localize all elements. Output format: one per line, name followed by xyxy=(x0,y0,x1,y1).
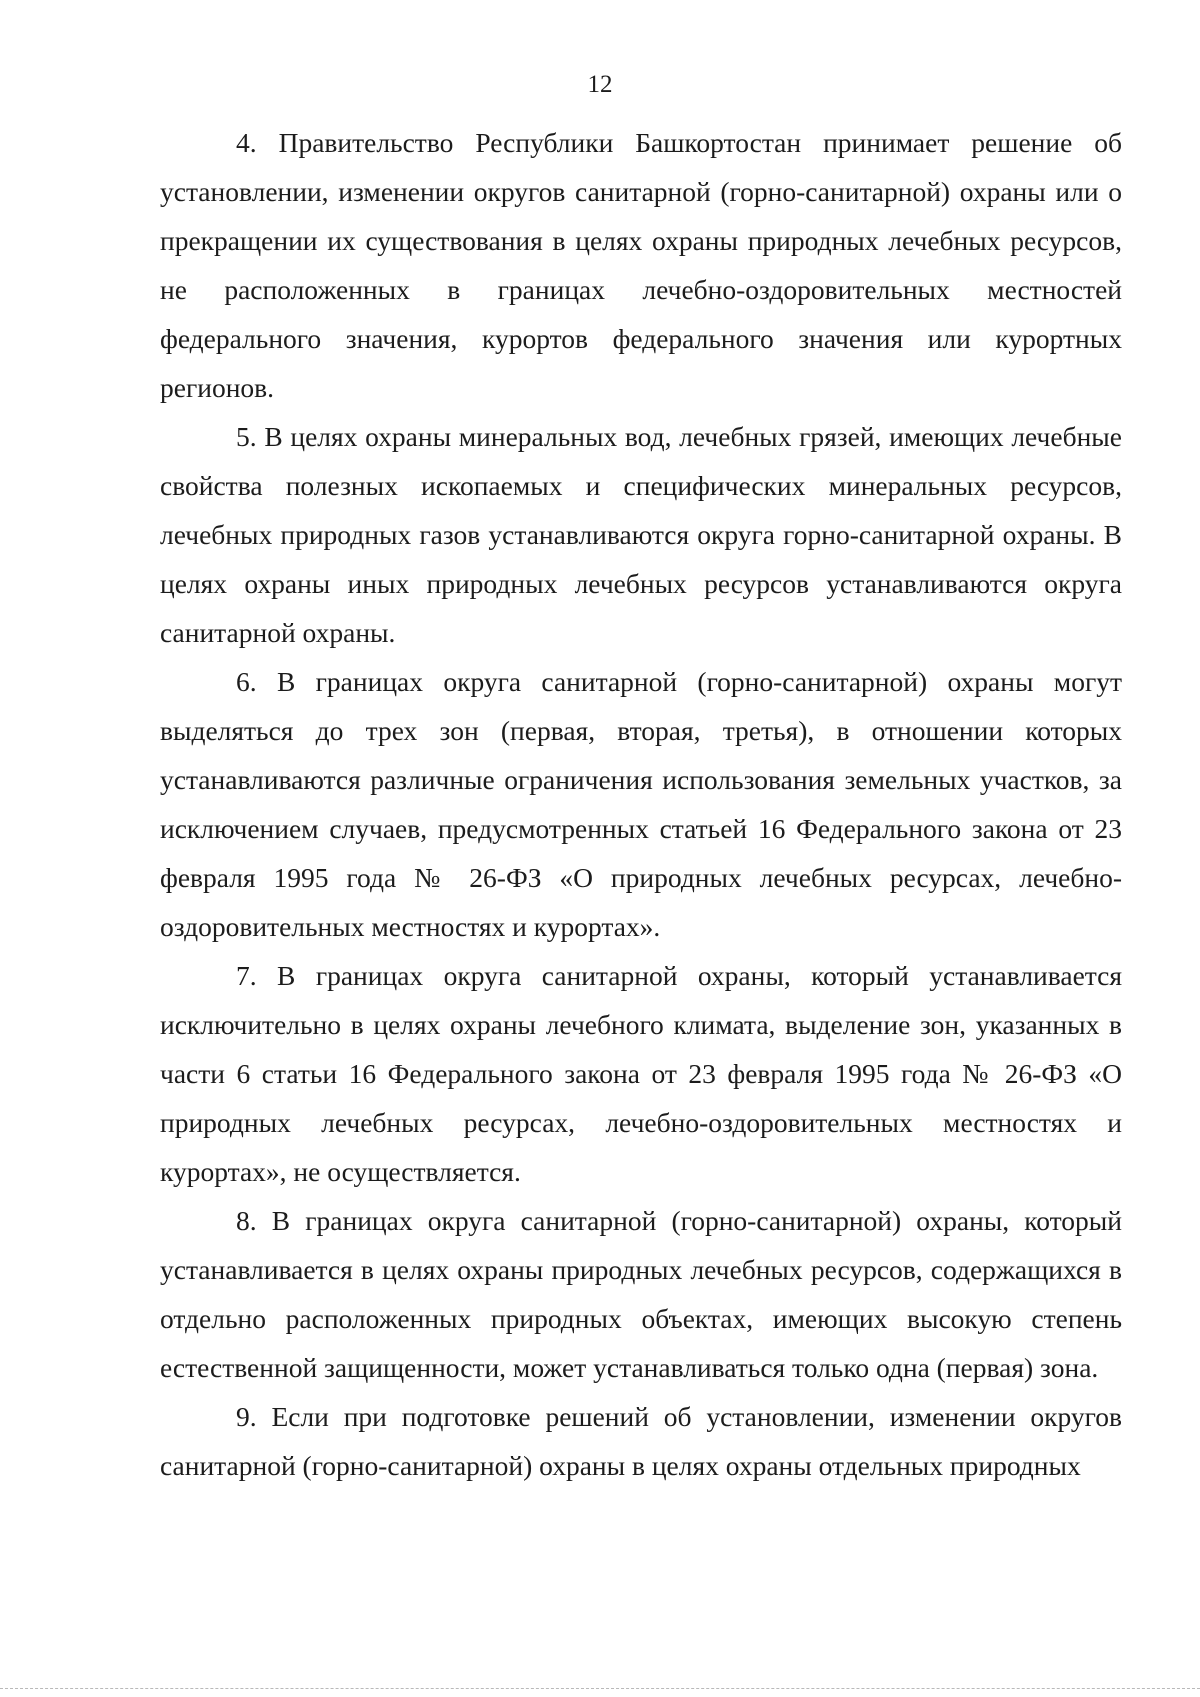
scan-bottom-edge xyxy=(0,1688,1200,1689)
page-number: 12 xyxy=(587,71,613,98)
paragraph-7: 7. В границах округа санитарной охраны, который устанавливается исключительно в целях охраны лечебного климата, выделение зон, указанных в части 6 статьи 16 Федерального закона от 23 февраля 1995 года № 26-ФЗ «О природных лечебных ресурсах, лечебно-оздоровительных местностях и курортах», не осуществляется. xyxy=(160,960,1122,1187)
document-body xyxy=(160,118,1122,1490)
paragraph-5: 5. В целях охраны минеральных вод, лечебных грязей, имеющих лечебные свойства полезных ископаемых и специфических минеральных ресурсов, лечебных природных газов устанавливаются округа горно-санитарной охраны. В целях охраны иных природных лечебных ресурсов устанавливаются округа санитарной охраны. xyxy=(160,421,1122,648)
paragraph-8: 8. В границах округа санитарной (горно-санитарной) охраны, который устанавливается в целях охраны природных лечебных ресурсов, содержащихся в отдельно расположенных природных объектах, имеющих высокую степень естественной защищенности, может устанавливаться только одна (первая) зона. xyxy=(160,1205,1122,1383)
paragraph-6: 6. В границах округа санитарной (горно-санитарной) охраны могут выделяться до трех зон (первая, вторая, третья), в отношении которых устанавливаются различные ограничения использования земельных участков, за исключением случаев, предусмотренных статьей 16 Федерального закона от 23 февраля 1995 года № 26-ФЗ «О природных лечебных ресурсах, лечебно-оздоровительных местностях и курортах». xyxy=(160,666,1122,942)
paragraph-9: 9. Если при подготовке решений об установлении, изменении округов санитарной (горно-санитарной) охраны в целях охраны отдельных природных xyxy=(160,1401,1122,1481)
paragraph-4: 4. Правительство Республики Башкортостан принимает решение об установлении, изменении округов санитарной (горно-санитарной) охраны или о прекращении их существования в целях охраны природных лечебных ресурсов, не расположенных в границах лечебно-оздоровительных местностей федерального значения, курортов федерального значения или курортных регионов. xyxy=(160,127,1122,403)
